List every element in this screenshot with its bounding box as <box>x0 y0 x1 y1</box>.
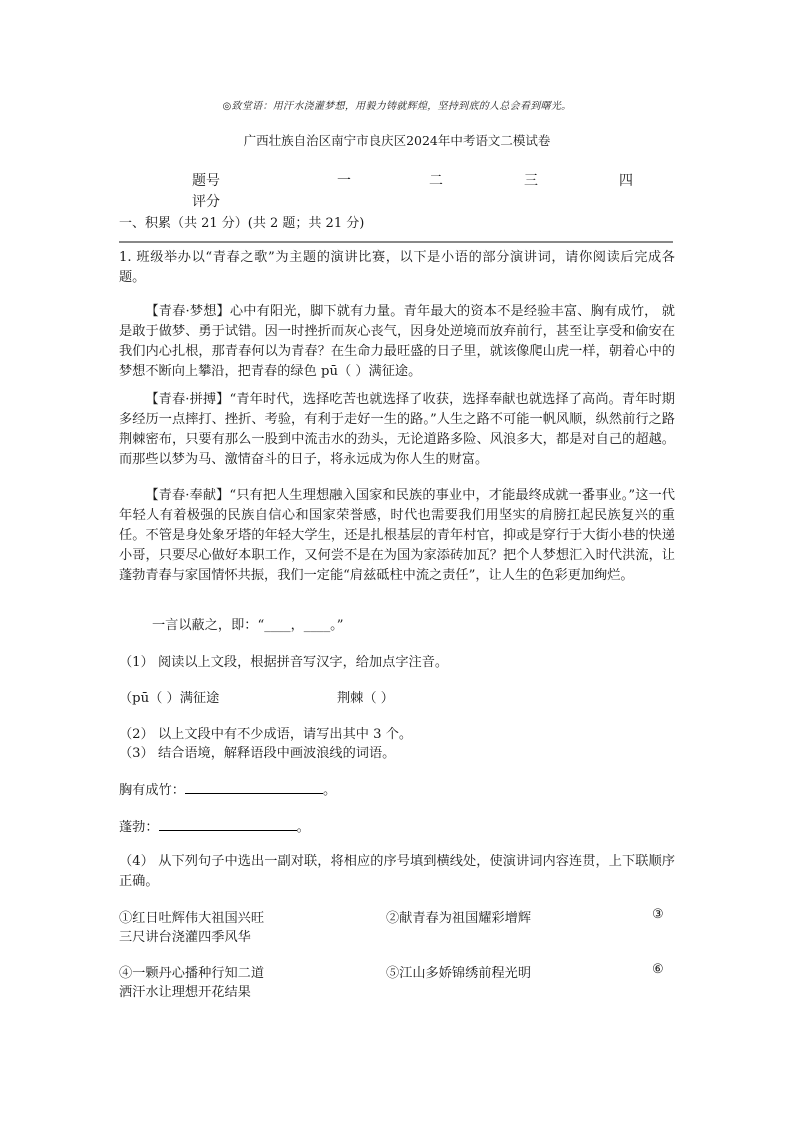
score-table-col-1: 一 <box>337 173 351 189</box>
section-divider <box>119 241 673 243</box>
term-label: 胸有成竹： <box>119 783 185 798</box>
answer-blank[interactable] <box>185 779 323 794</box>
term-row-xiongyouchengzhu <box>119 779 336 798</box>
passage-paragraph-dream: 【青春·梦想】心中有阳光，脚下就有力量。青年最大的资本不是经验丰富、胸有成竹， 就是敢于做梦、勇于试错。因一时挫折而灰心丧气，因身处逆境而放弃前行，甚至让享受和偷安在我们内心扎根，那青春何以为青春？在生命力最旺盛的日子里，就该像爬山虎一样，朝着心中的梦想不断向上攀沿，把青春的绿色 pū（ ）满征途。 <box>119 304 675 379</box>
term-label: 蓬勃： <box>119 820 159 835</box>
passage-paragraph-struggle: 【青春·拼搏】“青年时代，选择吃苦也就选择了收获，选择奉献也就选择了高尚。青年时期多经历一点摔打、挫折、考验，有利于走好一生的路。”人生之路不可能一帆风顺，纵然前行之路荆棘密布，只要有那么一股到中流击水的劲头，无论道路多险、风浪多大，都是对自己的超越。而那些以梦为马、激情奋斗的日子，将永远成为你人生的财富。 <box>119 392 675 467</box>
score-table-col-2: 二 <box>429 173 443 189</box>
couplet-option-5: ⑤江山多娇锦绣前程光明 <box>386 966 532 981</box>
term-period: 。 <box>296 820 310 835</box>
couplet-option-3-mark: ③ <box>652 907 664 922</box>
couplet-option-6-text: 洒汗水让理想开花结果 <box>119 985 251 1000</box>
score-table-row-label-number: 题号 <box>192 173 220 189</box>
couplet-option-1: ①红日吐辉伟大祖国兴旺 <box>119 911 265 926</box>
couplet-option-4: ④一颗丹心播种行知二道 <box>119 966 265 981</box>
sub-question-4: （4） 从下列句子中选出一副对联，将相应的序号填到横线处，使演讲词内容连贯，上下联顺序正确。 <box>119 854 675 889</box>
answer-blank[interactable] <box>159 816 297 831</box>
term-period: 。 <box>322 783 337 798</box>
sub-question-2: （2） 以上文段中有不少成语，请写出其中 3 个。 <box>119 727 413 742</box>
term-row-pengbo <box>119 816 310 835</box>
pinyin-item-pu: （pū（ ）满征途 <box>119 691 220 706</box>
sub-question-1: （1） 阅读以上文段，根据拼音写汉字，给加点字注音。 <box>119 655 449 670</box>
sub-question-3: （3） 结合语境，解释语段中画波浪线的词语。 <box>119 746 396 761</box>
passage-paragraph-dedication: 【青春·奉献】“只有把人生理想融入国家和民族的事业中，才能最终成就一番事业。”这一代年轻人有着极强的民族自信心和国家荣誉感，时代也需要我们用坚实的肩膀扛起民族复兴的重任。不管是身处象牙塔的年轻大学生，还是扎根基层的青年村官，抑或是穿行于大街小巷的快递小哥，只要尽心做好本职工作，又何尝不是在为国为家添砖加瓦？把个人梦想汇入时代洪流，让蓬勃青春与家国情怀共振，我们一定能“肩兹砥柱中流之责任”，让人生的色彩更加绚烂。 <box>119 488 675 583</box>
question-intro: 1. 班级举办以“青春之歌”为主题的演讲比赛，以下是小语的部分演讲词，请你阅读后完成各题。 <box>119 250 675 285</box>
section-heading: 一、积累（共 21 分）(共 2 题；共 21 分) <box>119 216 365 231</box>
motto-line: ◎致堂语：用汗水浇灌梦想，用毅力铸就辉煌，坚持到底的人总会看到曙光。 <box>222 101 572 112</box>
summary-fill-line: 一言以蔽之，即：“____，____。” <box>152 618 344 633</box>
couplet-option-6-mark: ⑥ <box>652 962 664 977</box>
couplet-option-2: ②献青春为祖国耀彩增辉 <box>386 911 532 926</box>
couplet-option-3-text: 三尺讲台浇灌四季风华 <box>119 930 251 945</box>
score-table-row-label-score: 评分 <box>192 194 220 210</box>
score-table-col-3: 三 <box>524 173 538 189</box>
pinyin-item-jingji: 荆棘（ ） <box>337 691 394 706</box>
score-table-col-4: 四 <box>619 173 633 189</box>
document-title: 广西壮族自治区南宁市良庆区2024年中考语文二模试卷 <box>243 133 551 148</box>
